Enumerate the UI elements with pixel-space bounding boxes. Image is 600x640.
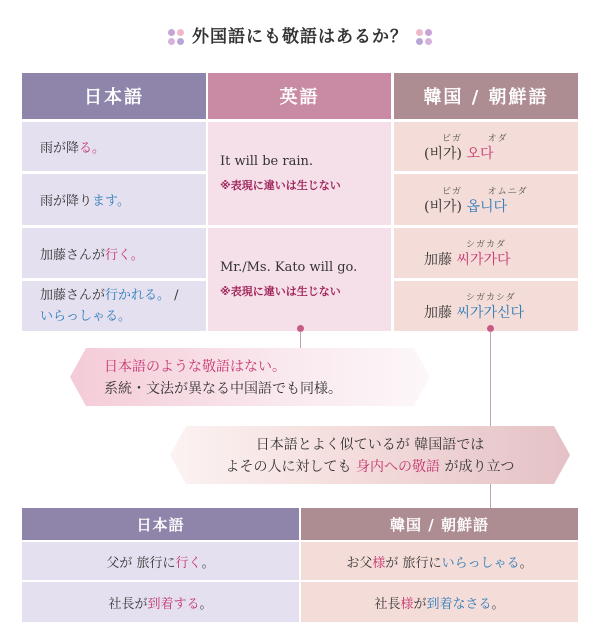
jp-text: 加藤さんが	[40, 288, 106, 303]
en-note: ※表現に違いは生じない	[220, 179, 341, 192]
bottom-text: 。	[519, 555, 533, 571]
ko-ruby: シガカシダ	[466, 293, 516, 303]
callout-2-line2	[226, 456, 515, 478]
bottom-text: 。	[491, 596, 505, 612]
jp-highlight: ます。	[92, 194, 130, 209]
bottom-text: が 旅行に	[385, 555, 442, 571]
bottom-highlight: 行く	[175, 555, 202, 571]
bottom-ko-cell-2	[301, 582, 578, 622]
ko-ruby: ビガ オダ	[442, 133, 508, 144]
title-text: 外国語にも敬語はあるか？	[192, 27, 408, 47]
connector-line	[490, 480, 491, 508]
callout-2-line1: 日本語とよく似ているが 韓国語では	[255, 437, 485, 453]
ko-highlight: 오다	[466, 145, 494, 162]
ko-text: (비가)	[424, 198, 467, 215]
bottom-jp-cell-1	[22, 542, 299, 580]
decorative-dots-icon	[416, 29, 432, 45]
bottom-header-japanese: 日本語	[22, 508, 299, 540]
callout-1-line1: 日本語のような敬語はない。	[104, 359, 286, 375]
ko-cell-2	[394, 174, 578, 225]
callout-2-text-post: が成り立つ	[440, 459, 515, 475]
jp-text: /	[170, 288, 179, 303]
decorative-dots-icon	[168, 29, 184, 45]
bottom-text: お父	[346, 555, 373, 571]
page-title	[0, 22, 600, 47]
en-sentence: It will be rain.	[220, 154, 313, 169]
bottom-highlight: 到着する	[147, 596, 200, 612]
en-sentence: Mr./Ms. Kato will go.	[220, 260, 358, 275]
bottom-text: 社長	[374, 596, 401, 612]
bottom-text: 社長が	[108, 596, 148, 612]
ko-ruby: ビガ オムニダ	[442, 186, 528, 197]
header-japanese: 日本語	[22, 73, 206, 119]
ko-text: (비가)	[424, 145, 467, 162]
bottom-text: 。	[201, 555, 215, 571]
bottom-text: 父が 旅行に	[106, 555, 176, 571]
bottom-highlight: 様	[372, 555, 386, 571]
bottom-text: 。	[199, 596, 213, 612]
bottom-highlight: 様	[400, 596, 414, 612]
jp-cell-4	[22, 281, 206, 331]
jp-highlight: いらっしゃる。	[40, 309, 132, 324]
bottom-text: が	[413, 596, 427, 612]
bottom-jp-cell-2	[22, 582, 299, 622]
jp-highlight: る。	[79, 141, 106, 156]
callout-2-text-pre: よその人に対しても	[225, 459, 356, 475]
ko-text: 加藤	[424, 305, 457, 321]
header-english: 英語	[208, 73, 391, 119]
ko-ruby: シガカダ	[466, 240, 507, 250]
bottom-highlight: いらっしゃる	[441, 555, 520, 571]
jp-cell-3	[22, 228, 206, 278]
callout-2-text	[170, 429, 570, 483]
en-cell-2	[208, 228, 391, 331]
en-cell-1	[208, 122, 391, 225]
en-note: ※表現に違いは生じない	[220, 285, 341, 298]
bottom-header-korean: 韓国 / 朝鮮語	[301, 508, 578, 540]
jp-highlight: 行かれる。	[105, 288, 171, 303]
ko-highlight: 옵니다	[466, 198, 508, 215]
header-korean: 韓国 / 朝鮮語	[394, 73, 578, 119]
callout-1-text	[104, 351, 424, 405]
ko-cell-1	[394, 122, 578, 171]
ko-cell-4	[394, 281, 578, 331]
callout-2-highlight: 身内への敬語	[356, 459, 440, 475]
jp-text: 雨が降り	[40, 194, 93, 209]
jp-highlight: 行く。	[105, 247, 144, 263]
bottom-ko-cell-1	[301, 542, 578, 580]
jp-cell-1	[22, 122, 206, 171]
jp-cell-2	[22, 174, 206, 225]
jp-text: 加藤さんが	[40, 247, 106, 263]
ko-highlight: 씨가가다	[456, 252, 511, 268]
ko-highlight: 씨가가신다	[456, 305, 525, 321]
jp-text: 雨が降	[40, 141, 80, 156]
ko-text: 加藤	[424, 252, 457, 268]
callout-1-line2: 系統・文法が異なる中国語でも同様。	[104, 381, 342, 397]
bottom-highlight: 到着なさる	[426, 596, 492, 612]
connector-line	[490, 331, 491, 429]
ko-cell-3	[394, 228, 578, 278]
